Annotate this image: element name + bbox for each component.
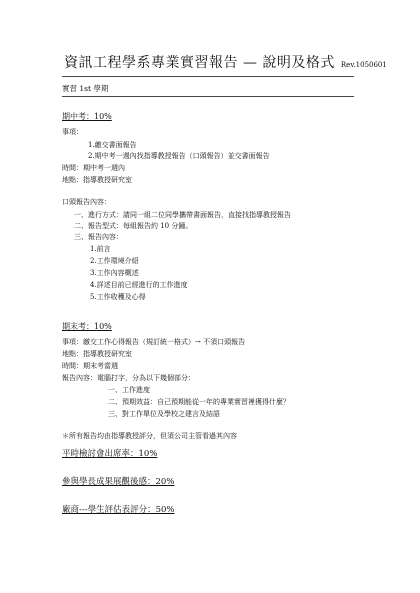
oral-point: 二、報告型式：每組報告約 10 分鐘。	[74, 222, 193, 230]
company-evaluation-score: 廠商---學生評估表評分：50%	[62, 505, 175, 515]
final-part: 二、預期效益：自己預期能從一年的專業實習裡獲得什麼？	[108, 398, 290, 406]
semester-heading: 實習 1st 學期	[62, 84, 109, 93]
final-items: 事項：繳交工作心得報告（規訂統一格式）→ 不須口頭報告	[62, 338, 246, 346]
document-title	[64, 52, 387, 72]
oral-content-item: 4.詳述目前已經進行的工作進度	[90, 281, 188, 289]
midterm-item: 1.繳交書面報告	[88, 141, 137, 149]
oral-point: 一、進行方式：請同一組二位同學攜帶書面報告，直接找指導教授報告	[74, 211, 291, 219]
title-text: 資訊工程學系專業實習報告 — 說明及格式	[64, 55, 335, 71]
final-time: 時間：期末考當週	[62, 362, 118, 370]
oral-report-label: 口頭報告內容：	[62, 198, 111, 206]
midterm-place: 地點：指導教授研究室	[62, 176, 132, 184]
semester-divider	[62, 96, 354, 97]
revision-label: Rev.1050601	[340, 61, 387, 69]
final-part: 一、工作進度	[108, 386, 150, 394]
oral-content-item: 1.前言	[90, 245, 111, 253]
oral-point: 三、報告內容：	[74, 233, 123, 241]
grading-note: ＊所有報告均由指導教授評分，但須公司主管看過其內容	[62, 432, 237, 440]
oral-content-item: 3.工作內容概述	[90, 269, 139, 277]
final-part: 三、對工作單位及學校之建言及結語	[108, 410, 220, 418]
oral-content-item: 5.工作收穫及心得	[90, 293, 146, 301]
oral-content-item: 2.工作環境介紹	[90, 257, 139, 265]
midterm-item: 2.期中考一週內找指導教授報告（口頭報告）並交書面報告	[88, 152, 270, 160]
title-divider	[62, 76, 354, 77]
attendance-score: 平時檢討會出席率：10%	[62, 449, 158, 459]
midterm-heading: 期中考：10%	[62, 112, 112, 121]
final-place: 地點：指導教授研究室	[62, 350, 132, 358]
final-content-label: 報告內容：電腦打字，分為以下幾個部分：	[62, 374, 195, 382]
final-heading: 期末考：10%	[62, 322, 112, 331]
showcase-score: 參與學長成果展觀後感：20%	[62, 477, 175, 487]
midterm-time: 時間：期中考一週內	[62, 164, 125, 172]
midterm-items-label: 事項：	[62, 128, 83, 136]
